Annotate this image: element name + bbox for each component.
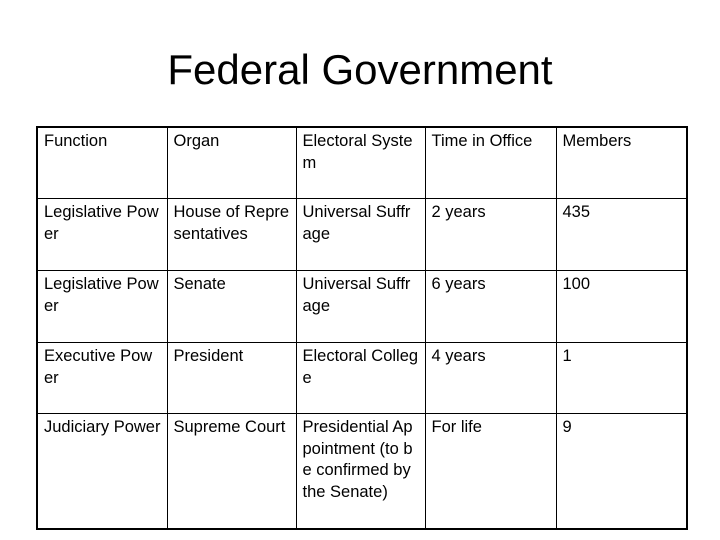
cell-time-in-office: For life [425,414,556,530]
table-row [37,343,687,414]
header-function: Function [37,127,167,199]
header-organ: Organ [167,127,296,199]
cell-electoral-system: Electoral College [296,343,425,414]
cell-organ: Supreme Court [167,414,296,530]
slide-title: Federal Government [167,46,553,93]
cell-time-in-office: 2 years [425,199,556,271]
cell-organ: Senate [167,271,296,343]
cell-members: 9 [556,414,687,530]
table-row [37,414,687,530]
cell-function: Judiciary Power [37,414,167,530]
header-electoral-system: Electoral System [296,127,425,199]
cell-members: 100 [556,271,687,343]
cell-time-in-office: 4 years [425,343,556,414]
table-row [37,271,687,343]
cell-function: Legislative Power [37,199,167,271]
government-table [36,126,688,530]
cell-function: Legislative Power [37,271,167,343]
cell-function: Executive Power [37,343,167,414]
cell-electoral-system: Presidential Appointment (to be confirmed by the Senate) [296,414,425,530]
cell-time-in-office: 6 years [425,271,556,343]
header-members: Members [556,127,687,199]
cell-organ: President [167,343,296,414]
table-header-row [37,127,687,199]
cell-organ: House of Representatives [167,199,296,271]
cell-electoral-system: Universal Suffrage [296,199,425,271]
cell-members: 1 [556,343,687,414]
cell-electoral-system: Universal Suffrage [296,271,425,343]
header-time-in-office: Time in Office [425,127,556,199]
cell-members: 435 [556,199,687,271]
table-row [37,199,687,271]
